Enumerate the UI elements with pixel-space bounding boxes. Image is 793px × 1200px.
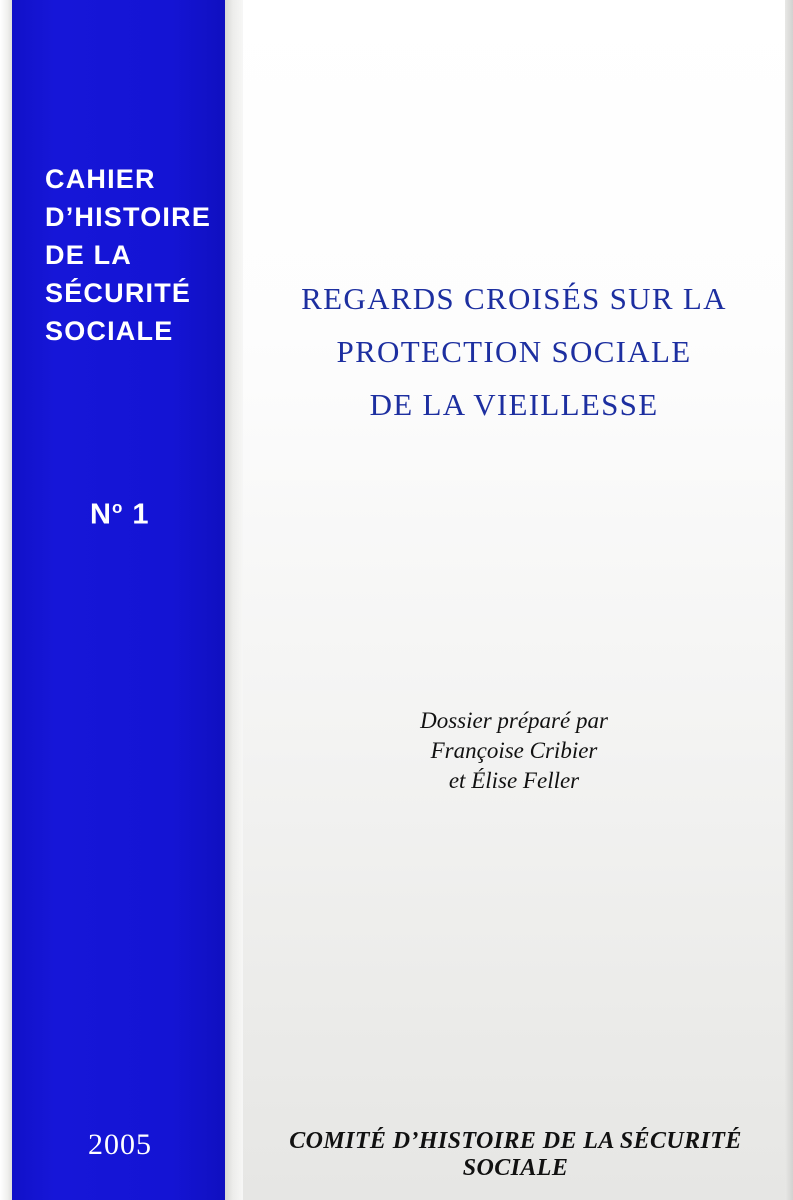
page-edge-left xyxy=(0,0,12,1200)
page-title-line-2: PROTECTION SOCIALE xyxy=(336,334,692,369)
journal-title-line-4: SÉCURITÉ xyxy=(45,278,192,308)
journal-title-line-2: D’HISTOIRE xyxy=(45,202,212,232)
credit-line-1: Dossier préparé par xyxy=(420,708,608,733)
journal-title-line-5: SOCIALE xyxy=(45,316,174,346)
credit-line-3: et Élise Feller xyxy=(448,768,580,793)
journal-title-line-3: DE LA xyxy=(45,240,132,270)
publication-year: 2005 xyxy=(88,1128,152,1161)
page-title-line-3: DE LA VIEILLESSE xyxy=(369,387,659,422)
issue-number xyxy=(90,498,150,532)
credit-line-2: Françoise Cribier xyxy=(430,738,598,763)
page-title xyxy=(243,272,785,431)
editors-credit xyxy=(243,706,785,796)
gutter-shadow xyxy=(225,0,243,1200)
issue-number-prefix: N xyxy=(90,498,112,531)
issue-number-ordinal: o xyxy=(111,498,124,517)
page-edge-right xyxy=(785,0,793,1200)
issue-number-value: 1 xyxy=(132,498,150,531)
journal-title xyxy=(45,160,225,350)
journal-title-line-1: CAHIER xyxy=(45,164,156,194)
publisher-name: COMITÉ D’HISTOIRE DE LA SÉCURITÉ SOCIALE xyxy=(289,1128,742,1181)
page-title-line-1: REGARDS CROISÉS SUR LA xyxy=(301,281,727,316)
